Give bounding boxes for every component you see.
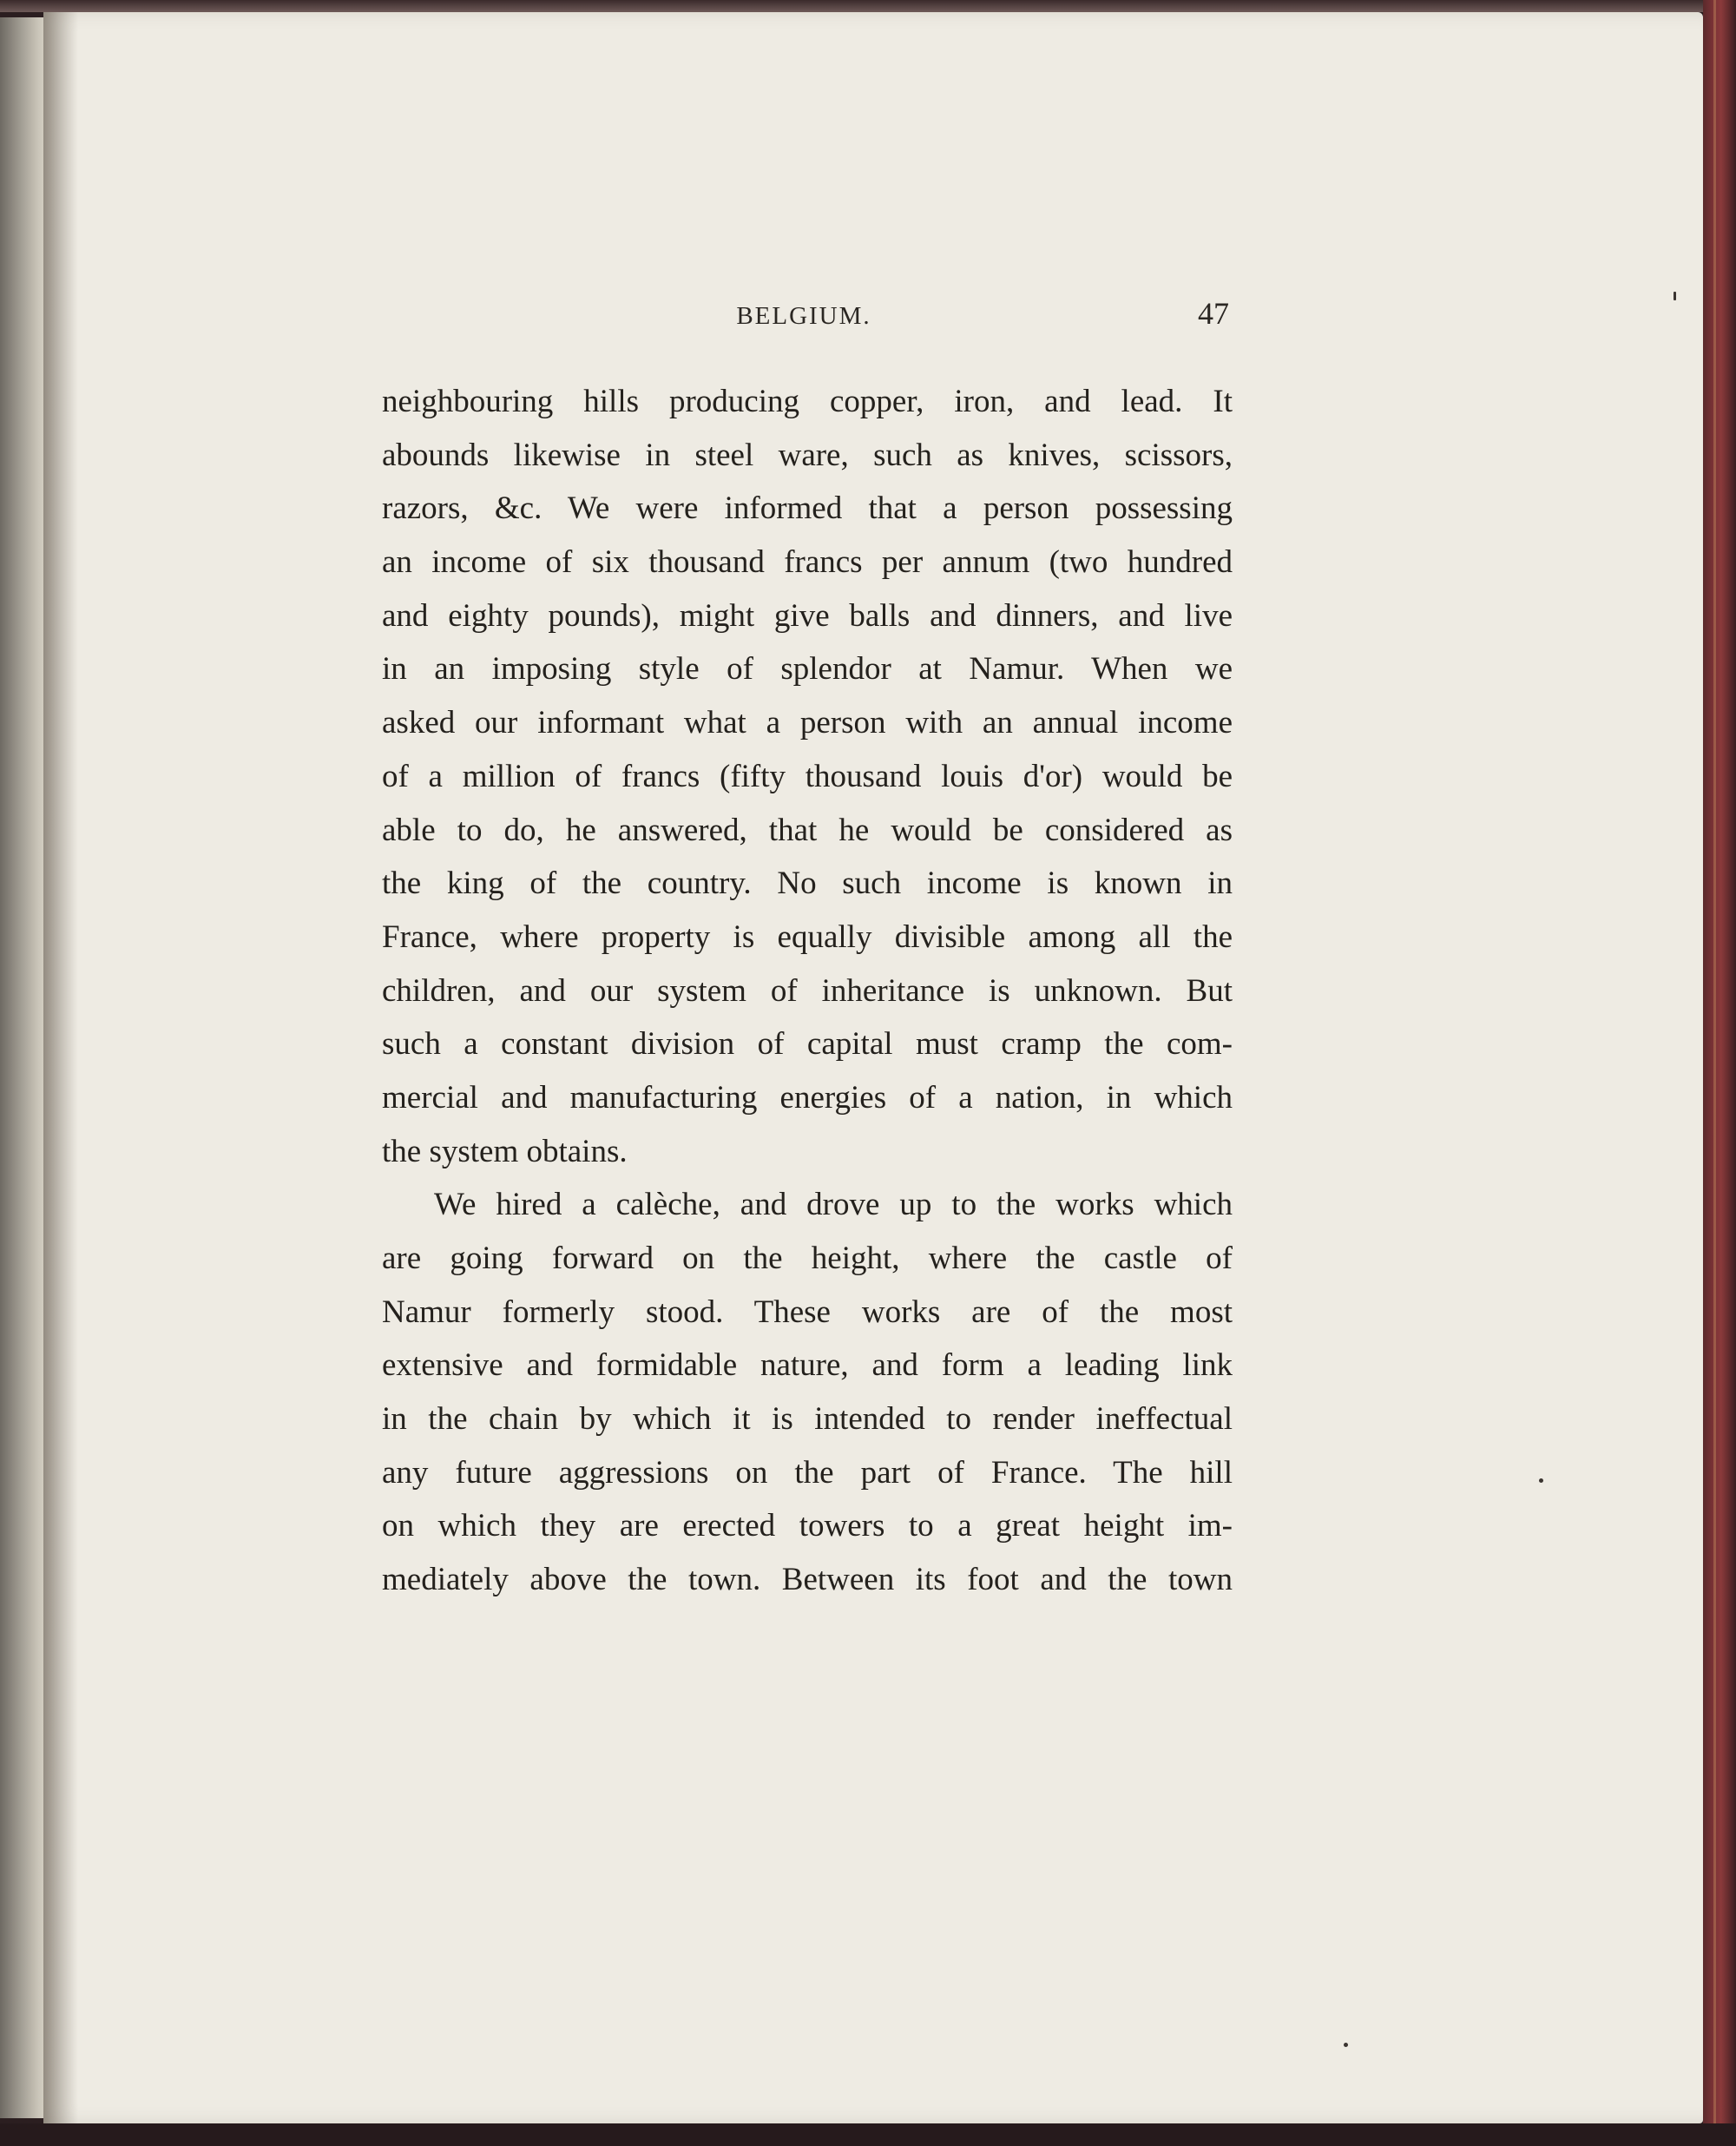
text-line: on which they are erected towers to a great height im-: [382, 1508, 1233, 1544]
bottom-edge: [0, 2123, 1736, 2146]
text-line: in an imposing style of splendor at Namur. When we: [382, 651, 1233, 688]
text-line: We hired a calèche, and drove up to the works which: [434, 1187, 1233, 1223]
book-binding: [1703, 0, 1736, 2146]
paper-speck: [1539, 1478, 1543, 1483]
text-line: razors, &c. We were informed that a person possessing: [382, 490, 1233, 527]
text-line: mercial and manufacturing energies of a nation, in which: [382, 1079, 1233, 1116]
text-line: able to do, he answered, that he would be considered as: [382, 812, 1233, 848]
text-line: abounds likewise in steel ware, such as knives, scissors,: [382, 437, 1233, 473]
running-head: [382, 295, 1229, 339]
text-line: France, where property is equally divisible among all the: [382, 918, 1233, 955]
text-line: mediately above the town. Between its foot and the town: [382, 1562, 1233, 1598]
text-line: extensive and formidable nature, and form a leading link: [382, 1347, 1233, 1384]
top-edge: [0, 0, 1736, 12]
body-text: [382, 375, 1233, 1607]
text-line: and eighty pounds), might give balls and dinners, and live: [382, 597, 1233, 634]
text-line: Namur formerly stood. These works are of the most: [382, 1294, 1233, 1330]
running-head-title: BELGIUM.: [736, 302, 871, 330]
text-line: of a million of francs (fifty thousand louis d'or) would be: [382, 758, 1233, 794]
text-line: such a constant division of capital must cramp the com-: [382, 1026, 1233, 1063]
text-line: in the chain by which it is intended to render ineffectual: [382, 1401, 1233, 1438]
text-line: the system obtains.: [382, 1133, 628, 1169]
text-line: are going forward on the height, where the castle of: [382, 1241, 1233, 1276]
gutter-shadow: [43, 12, 78, 2123]
text-line: asked our informant what a person with an annual income: [382, 705, 1233, 741]
text-line: any future aggressions on the part of France. The hill: [382, 1454, 1233, 1491]
page-number: 47: [1198, 296, 1229, 331]
text-line: neighbouring hills producing copper, iron, and lead. It: [382, 384, 1233, 419]
text-line: the king of the country. No such income is known in: [382, 866, 1233, 902]
text-line: children, and our system of inheritance is unknown. But: [382, 972, 1233, 1009]
paper-speck: [1674, 292, 1676, 300]
text-line: an income of six thousand francs per annum (two hundred: [382, 544, 1233, 581]
paper-speck: [1344, 2043, 1348, 2047]
